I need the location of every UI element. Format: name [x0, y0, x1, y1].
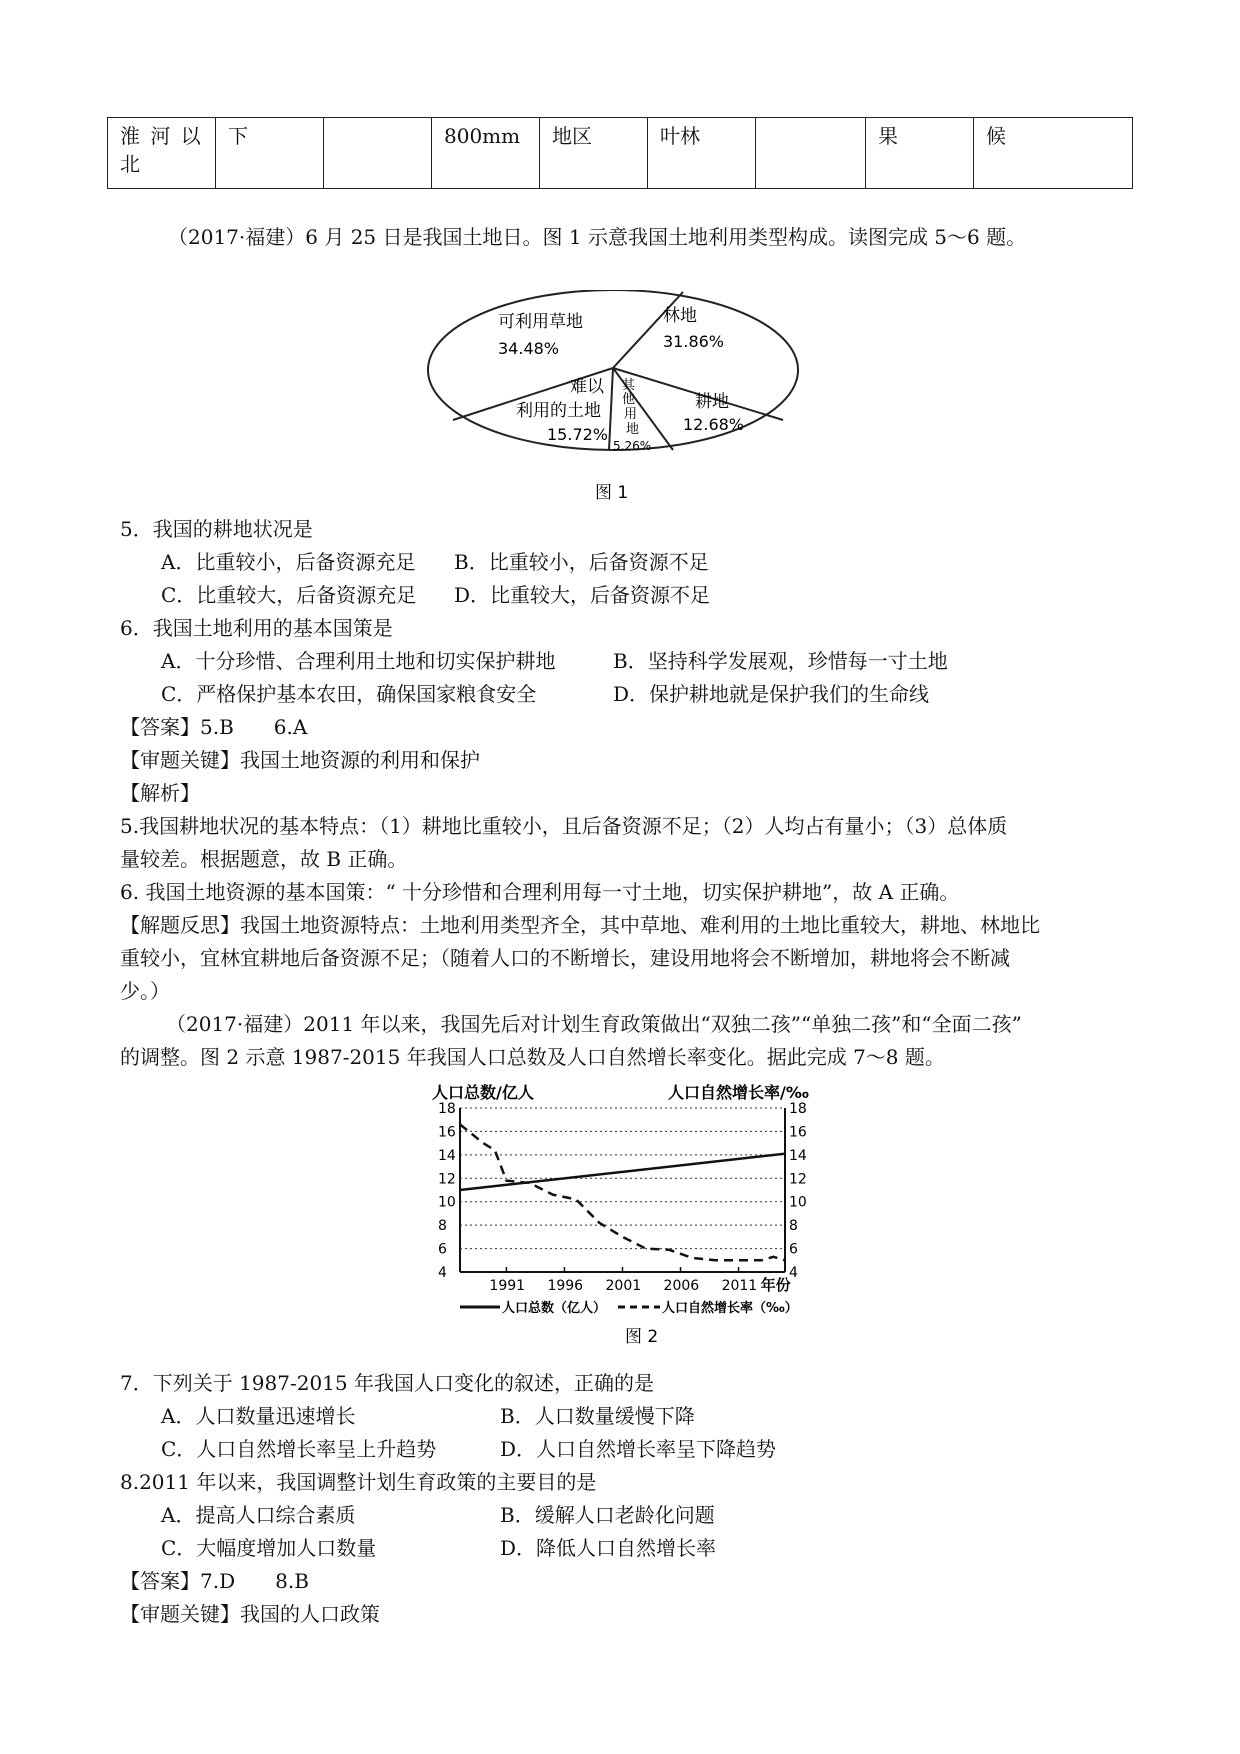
- pie-label-other: 他: [622, 392, 636, 407]
- reflection: 【解题反思】我国土地资源特点：土地利用类型齐全，其中草地、难利用的土地比重较大，耕地、林地比: [120, 913, 1040, 937]
- q8-option-a: A．提高人口综合素质: [161, 1503, 356, 1527]
- table-cell: 800mm: [432, 118, 540, 189]
- q8-option-d: D．降低人口自然增长率: [500, 1536, 717, 1560]
- legend-growth-rate: 人口自然增长率（‰）: [662, 1301, 798, 1316]
- pie-caption: 图 1: [595, 483, 629, 503]
- q5-option-d: D．比重较大，后备资源不足: [454, 583, 711, 607]
- pie-divider: [609, 368, 613, 450]
- climate-table: [107, 117, 1133, 189]
- q6-option-b: B．坚持科学发展观，珍惜每一寸土地: [613, 649, 948, 673]
- population-total-line: [460, 1154, 785, 1190]
- q5-stem: 5．我国的耕地状况是: [120, 517, 313, 541]
- x-axis-label: 年份: [760, 1276, 791, 1294]
- y-axis-left-label: 人口总数/亿人: [432, 1083, 534, 1102]
- pie-value-farmland: 12.68%: [683, 415, 745, 434]
- y-tick-label-left: 16: [438, 1124, 456, 1141]
- y-tick-label-left: 6: [438, 1241, 447, 1258]
- pie-label-forest: 林地: [663, 306, 697, 326]
- q7-option-a: A．人口数量迅速增长: [161, 1404, 356, 1428]
- x-tick-label: 2011: [721, 1278, 758, 1294]
- y-tick-label-left: 8: [438, 1218, 447, 1235]
- pie-value-unusable: 15.72%: [547, 425, 609, 444]
- q8-option-c: C．大幅度增加人口数量: [161, 1536, 377, 1560]
- q7-stem: 7．下列关于 1987-2015 年我国人口变化的叙述，正确的是: [120, 1371, 654, 1395]
- x-tick-label: 2001: [605, 1278, 642, 1294]
- explanation-5-cont: 量较差。根据题意，故 B 正确。: [120, 847, 408, 871]
- q6-option-c: C．严格保护基本农田，确保国家粮食安全: [161, 682, 537, 706]
- pie-label-unusable: 利用的土地: [516, 401, 601, 421]
- y-tick-label-right: 4: [789, 1265, 798, 1281]
- y-tick-label-right: 16: [789, 1124, 807, 1141]
- legend-population: 人口总数（亿人）: [502, 1301, 607, 1316]
- x-tick-label: 2006: [663, 1278, 700, 1294]
- q5-option-b: B．比重较小，后备资源不足: [454, 550, 709, 574]
- explanation-5: 5.我国耕地状况的基本特点：（1）耕地比重较小，且后备资源不足；（2）人均占有量小；（3）总体质: [120, 814, 1008, 838]
- pie-label-other: 其: [622, 378, 636, 393]
- q6-stem: 6．我国土地利用的基本国策是: [120, 616, 393, 640]
- q5-option-c: C．比重较大，后备资源充足: [161, 583, 417, 607]
- q6-option-a: A．十分珍惜、合理利用土地和切实保护耕地: [161, 649, 556, 673]
- pie-label-unusable: 难以: [570, 377, 604, 397]
- x-tick-label: 1996: [547, 1278, 584, 1294]
- growth-rate-line: [460, 1124, 785, 1260]
- table-cell: 候: [974, 118, 1133, 189]
- table-cell: 叶林: [648, 118, 756, 189]
- q6-option-d: D．保护耕地就是保护我们的生命线: [613, 682, 930, 706]
- q8-stem: 8.2011 年以来，我国调整计划生育政策的主要目的是: [120, 1470, 597, 1494]
- table-row: [108, 118, 1133, 189]
- chart-caption: 图 2: [625, 1327, 659, 1347]
- population-line-chart: [420, 1080, 830, 1360]
- q78-intro-cont: 的调整。图 2 示意 1987-2015 年我国人口总数及人口自然增长率变化。据此完成 7～8 题。: [120, 1045, 945, 1069]
- y-tick-label-right: 6: [789, 1241, 798, 1258]
- table-cell: 地区: [540, 118, 648, 189]
- x-tick-label: 1991: [489, 1278, 526, 1294]
- pie-value-forest: 31.86%: [663, 332, 725, 351]
- pie-label-other: 地: [626, 422, 640, 437]
- land-use-pie-chart: [425, 290, 815, 510]
- key-point-7-8: 【审题关键】我国的人口政策: [120, 1602, 380, 1626]
- pie-label-grassland: 可利用草地: [498, 312, 583, 332]
- pie-label-farmland: 耕地: [695, 392, 729, 412]
- q78-intro: （2017·福建）2011 年以来，我国先后对计划生育政策做出“双独二孩”“单独二孩”和“全面二孩”: [166, 1012, 1022, 1036]
- y-tick-label-right: 18: [789, 1101, 807, 1117]
- reflection-cont: 重较小，宜林宜耕地后备资源不足；（随着人口的不断增长，建设用地将会不断增加，耕地将会不断减: [120, 946, 1010, 970]
- q7-option-c: C．人口自然增长率呈上升趋势: [161, 1437, 437, 1461]
- table-cell: 淮 河 以 北: [108, 118, 216, 189]
- y-tick-label-right: 14: [789, 1147, 807, 1164]
- q5-option-a: A．比重较小，后备资源充足: [161, 550, 416, 574]
- y-tick-label-left: 14: [438, 1147, 456, 1164]
- table-cell: [756, 118, 866, 189]
- y-tick-label-right: 8: [789, 1218, 798, 1235]
- y-tick-label-left: 4: [438, 1265, 447, 1281]
- pie-value-other: 5.26%: [613, 439, 652, 453]
- table-cell: 果: [866, 118, 974, 189]
- pie-divider: [613, 292, 683, 368]
- q7-option-d: D．人口自然增长率呈下降趋势: [500, 1437, 777, 1461]
- table-cell: 下: [216, 118, 324, 189]
- reflection-cont: 少。）: [120, 979, 170, 1003]
- q56-intro: （2017·福建）6 月 25 日是我国土地日。图 1 示意我国土地利用类型构成。读图完成 5～6 题。: [168, 225, 1027, 249]
- key-point-5-6: 【审题关键】我国土地资源的利用和保护: [120, 748, 480, 772]
- y-tick-label-right: 10: [789, 1194, 807, 1211]
- y-tick-label-left: 10: [438, 1194, 456, 1211]
- y-axis-right-label: 人口自然增长率/‰: [668, 1083, 809, 1102]
- q7-option-b: B．人口数量缓慢下降: [500, 1404, 695, 1428]
- y-tick-label-left: 18: [438, 1101, 456, 1117]
- pie-value-grassland: 34.48%: [498, 339, 560, 358]
- answer-5-6: 【答案】5.B 6.A: [120, 715, 308, 739]
- y-tick-label-right: 12: [789, 1171, 807, 1188]
- explanation-6: 6. 我国土地资源的基本国策：“ 十分珍惜和合理利用每一寸土地，切实保护耕地”，故 A 正确。: [120, 880, 960, 904]
- y-tick-label-left: 12: [438, 1171, 456, 1188]
- pie-label-other: 用: [624, 407, 638, 422]
- table-cell: [324, 118, 432, 189]
- answer-7-8: 【答案】7.D 8.B: [120, 1569, 309, 1593]
- q8-option-b: B．缓解人口老龄化问题: [500, 1503, 715, 1527]
- analysis-heading: 【解析】: [120, 781, 200, 805]
